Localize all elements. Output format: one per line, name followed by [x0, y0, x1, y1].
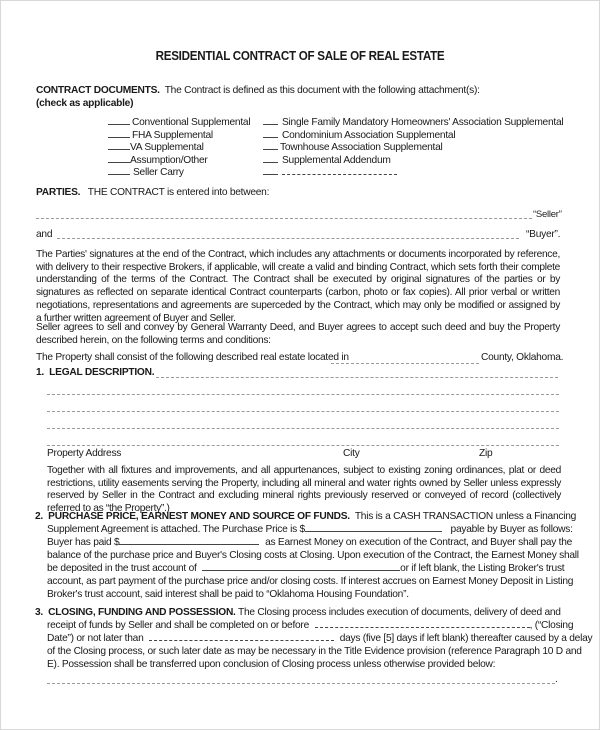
- checkbox-blank[interactable]: [108, 117, 130, 125]
- contract-documents-text: The Contract is defined as this document with the following attachment(s):: [164, 85, 480, 96]
- check-note: (check as applicable): [36, 98, 134, 109]
- and-label: and: [36, 229, 53, 240]
- checkbox-blank[interactable]: [263, 117, 278, 125]
- seller-agrees-paragraph: Seller agrees to sell and convey by General Warranty Deed, and Buyer agrees to accept such deed and buy the Property described herein, on the following terms and conditions:: [36, 322, 560, 346]
- purchase-line-4: balance of the purchase price and Buyer's Closing costs at Closing. Upon execution of the Contract, the Earnest Money shall: [47, 550, 579, 561]
- legal-description-field-2[interactable]: [47, 394, 559, 395]
- trust-account-field[interactable]: [202, 563, 400, 571]
- closing-days-field[interactable]: [149, 633, 334, 641]
- earnest-money-field[interactable]: [119, 537, 259, 545]
- attachment-options-left: [108, 117, 250, 180]
- purchase-price-field[interactable]: [305, 524, 442, 532]
- end-mark: .: [555, 674, 558, 685]
- buyer-label: “Buyer”.: [526, 229, 561, 240]
- option-conventional[interactable]: Conventional Supplemental: [108, 117, 250, 130]
- checkbox-blank[interactable]: [108, 130, 130, 138]
- county-field[interactable]: [331, 363, 479, 364]
- other-attachment-field[interactable]: [282, 167, 397, 175]
- property-address-label: Property Address: [47, 448, 122, 459]
- possession-terms-field[interactable]: [47, 683, 555, 684]
- option-fha[interactable]: FHA Supplemental: [108, 130, 250, 143]
- purchase-line-6: account, as part payment of the purchase price and/or closing costs. If interest accrues on Earnest Money Deposit in Listing: [47, 576, 574, 587]
- document-title: RESIDENTIAL CONTRACT OF SALE OF REAL ESTATE: [155, 49, 445, 63]
- property-address-field[interactable]: [47, 445, 559, 446]
- property-county-line: The Property shall consist of the following described real estate located in: [36, 352, 349, 363]
- option-other[interactable]: [263, 167, 563, 180]
- parties-intro: PARTIES. THE CONTRACT is entered into between:: [36, 187, 270, 198]
- legal-description-heading: 1. LEGAL DESCRIPTION.: [36, 367, 155, 378]
- option-condominium[interactable]: Condominium Association Supplemental: [263, 130, 563, 143]
- option-townhouse[interactable]: Townhouse Association Supplemental: [263, 142, 563, 155]
- purchase-line-2: Supplement Agreement is attached. The Purchase Price is $ payable by Buyer as follows:: [47, 524, 573, 535]
- together-paragraph: Together with all fixtures and improvements, and all appurtenances, subject to existing zoning ordinances, plat or deed restrictions, utility easements serving the Property, including all mineral and water rights owned by Seller unless expressly reserved by Seller in the Contract and excluding mineral rights previously reserved or conveyed of record (collectively referred to as “the Property”.): [47, 465, 561, 515]
- legal-description-field-1[interactable]: [156, 377, 558, 378]
- option-seller-carry[interactable]: Seller Carry: [108, 167, 250, 180]
- contract-documents-intro: [36, 85, 480, 98]
- closing-heading: CLOSING, FUNDING AND POSSESSION.: [48, 607, 236, 618]
- option-homeowners-association[interactable]: Single Family Mandatory Homeowners' Association Supplemental: [263, 117, 563, 130]
- checkbox-blank[interactable]: [108, 155, 130, 163]
- attachment-options-right: [263, 117, 563, 180]
- seller-name-field[interactable]: [36, 218, 532, 219]
- buyer-name-field[interactable]: [57, 238, 519, 239]
- purchase-heading: PURCHASE PRICE, EARNEST MONEY AND SOURCE OF FUNDS.: [48, 511, 350, 522]
- legal-description-field-4[interactable]: [47, 428, 559, 429]
- closing-line-1: 3. CLOSING, FUNDING AND POSSESSION. The Closing process includes execution of documents, delivery of deed and: [35, 607, 561, 618]
- option-supplemental-addendum[interactable]: Supplemental Addendum: [263, 155, 563, 168]
- checkbox-blank[interactable]: [263, 142, 278, 150]
- closing-date-field[interactable]: [315, 620, 530, 628]
- checkbox-blank[interactable]: [108, 142, 130, 150]
- parties-heading: PARTIES.: [36, 187, 81, 198]
- county-suffix: County, Oklahoma.: [481, 352, 564, 363]
- option-va[interactable]: VA Supplemental: [108, 142, 250, 155]
- seller-label: “Seller”: [533, 209, 562, 220]
- closing-line-4: of the Closing process, or such later date as may be necessary in the Title Evidence provision (reference Paragraph 10 D and: [47, 646, 582, 657]
- checkbox-blank[interactable]: [263, 167, 278, 175]
- purchase-line-5: be deposited in the trust account of or if left blank, the Listing Broker's trust: [47, 563, 565, 574]
- closing-line-5: E). Possession shall be transferred upon conclusion of Closing process unless otherwise provided below:: [47, 659, 496, 670]
- contract-documents-heading: CONTRACT DOCUMENTS.: [36, 85, 160, 96]
- purchase-line-7: Broker's trust account, said interest shall be paid to “Oklahoma Housing Foundation”.: [47, 589, 409, 600]
- purchase-line-1: 2. PURCHASE PRICE, EARNEST MONEY AND SOURCE OF FUNDS. This is a CASH TRANSACTION unless a Financing: [35, 511, 577, 522]
- closing-line-3: Date”) or not later than days (five [5] days if left blank) thereafter caused by a delay: [47, 633, 593, 644]
- legal-description-field-3[interactable]: [47, 411, 559, 412]
- checkbox-blank[interactable]: [108, 167, 130, 175]
- checkbox-blank[interactable]: [263, 130, 278, 138]
- city-label: City: [343, 448, 360, 459]
- checkbox-blank[interactable]: [263, 155, 278, 163]
- closing-line-2: receipt of funds by Seller and shall be completed on or before , (“Closing: [47, 620, 574, 631]
- purchase-line-3: Buyer has paid $ as Earnest Money on execution of the Contract, and Buyer shall pay the: [47, 537, 573, 548]
- signatures-paragraph: The Parties' signatures at the end of the Contract, which includes any attachments or documents incorporated by reference, with delivery to their respective Brokers, if applicable, will create a valid and binding Contract, which sets forth their complete understanding of the terms of the Contract. The Contract shall be executed by original signatures of the parties or by signatures as reflected on separate identical Contract counterparts (carbon, photo or fax copies). All prior verbal or written negotiations, representations and agreements are superceded by the Contract, which may only be modified or assigned by a further written agreement of Buyer and Seller.: [36, 249, 560, 324]
- option-assumption[interactable]: Assumption/Other: [108, 155, 250, 168]
- zip-label: Zip: [479, 448, 493, 459]
